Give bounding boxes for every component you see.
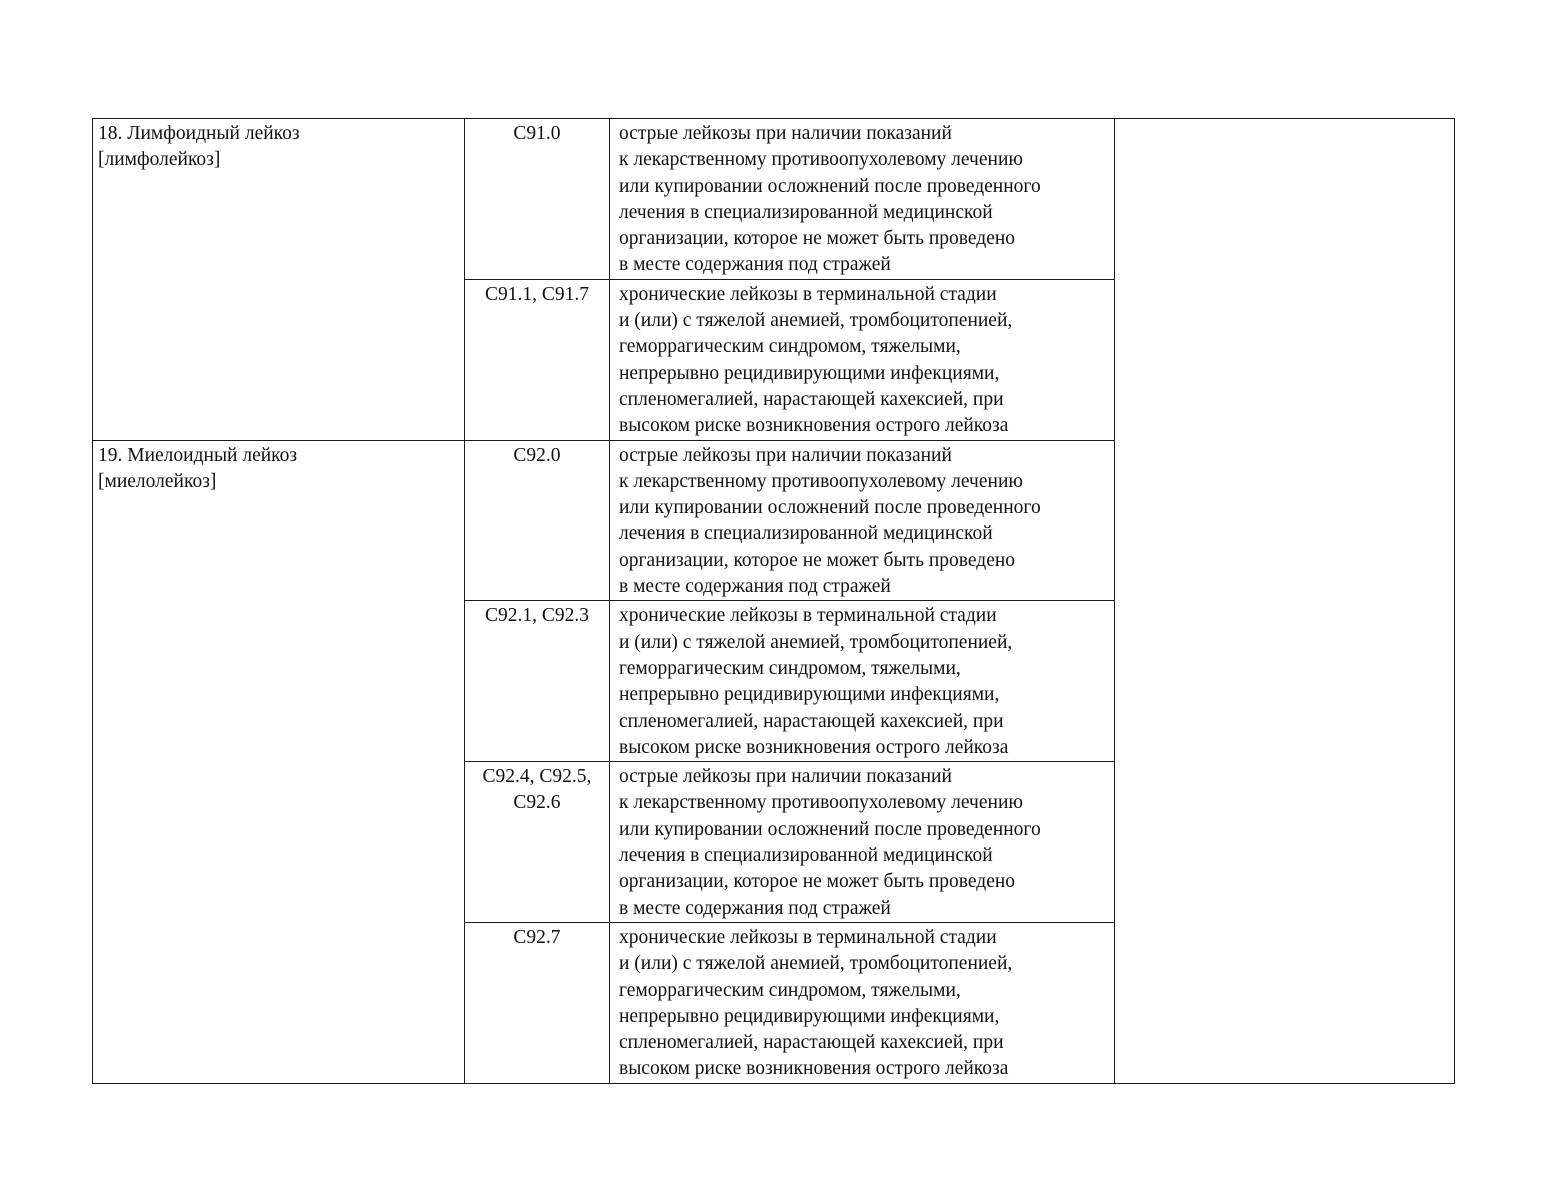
icd-code: C92.7 (513, 926, 561, 948)
disease-name-cell (93, 440, 465, 1083)
disease-name-line: [миелолейкоз] (98, 470, 217, 492)
icd-code: C91.1, C91.7 (484, 283, 589, 305)
condition-line: геморрагическим синдромом, тяжелыми, (619, 336, 961, 358)
condition-line: непрерывно рецидивирующими инфекциями, (619, 1005, 1000, 1027)
icd-code-cell (465, 119, 610, 280)
condition-line: геморрагическим синдромом, тяжелыми, (619, 657, 961, 679)
condition-line: спленомегалией, нарастающей кахексией, при (619, 388, 1004, 410)
icd-code-cell (465, 762, 610, 923)
condition-line: к лекарственному противоопухолевому лечению (619, 470, 1023, 492)
disease-name-cell (93, 119, 465, 441)
icd-code: C92.6 (513, 792, 561, 814)
condition-line: лечения в специализированной медицинской (619, 523, 993, 545)
condition-line: хронические лейкозы в терминальной стадии (619, 605, 997, 627)
condition-line: организации, которое не может быть проведено (619, 871, 1016, 893)
condition-line: острые лейкозы при наличии показаний (619, 766, 952, 788)
condition-line: непрерывно рецидивирующими инфекциями, (619, 362, 1000, 384)
condition-line: высоком риске возникновения острого лейкоза (619, 736, 1009, 758)
condition-line: лечения в специализированной медицинской (619, 845, 993, 867)
condition-line: или купировании осложнений после проведенного (619, 818, 1041, 840)
condition-line: и (или) с тяжелой анемией, тромбоцитопенией, (619, 953, 1013, 975)
condition-line: в месте содержания под стражей (619, 576, 891, 598)
condition-line: организации, которое не может быть проведено (619, 228, 1016, 250)
icd-code-cell (465, 601, 610, 762)
condition-cell (610, 119, 1115, 280)
icd-code: C91.0 (513, 123, 561, 144)
icd-code-cell (465, 440, 610, 601)
condition-cell (610, 922, 1115, 1083)
condition-line: организации, которое не может быть проведено (619, 549, 1016, 571)
condition-line: к лекарственному противоопухолевому лечению (619, 792, 1023, 814)
empty-column-cell (1115, 119, 1455, 1084)
condition-line: в месте содержания под стражей (619, 254, 891, 276)
condition-cell (610, 440, 1115, 601)
disease-name-line: 18. Лимфоидный лейкоз (98, 123, 300, 144)
condition-cell (610, 279, 1115, 440)
disease-name-line: 19. Миелоидный лейкоз (98, 444, 298, 466)
condition-line: высоком риске возникновения острого лейкоза (619, 1058, 1009, 1080)
condition-line: спленомегалией, нарастающей кахексией, при (619, 710, 1004, 732)
condition-line: высоком риске возникновения острого лейкоза (619, 415, 1009, 437)
condition-line: хронические лейкозы в терминальной стадии (619, 283, 997, 305)
condition-line: спленомегалией, нарастающей кахексией, при (619, 1032, 1004, 1054)
condition-line: хронические лейкозы в терминальной стадии (619, 926, 997, 948)
icd-code: C92.0 (513, 444, 561, 466)
condition-line: в месте содержания под стражей (619, 897, 891, 919)
condition-line: к лекарственному противоопухолевому лечению (619, 149, 1023, 171)
condition-line: и (или) с тяжелой анемией, тромбоцитопенией, (619, 631, 1013, 653)
condition-line: лечения в специализированной медицинской (619, 201, 993, 223)
condition-cell (610, 601, 1115, 762)
document-table (92, 118, 1455, 1084)
condition-cell (610, 762, 1115, 923)
condition-line: непрерывно рецидивирующими инфекциями, (619, 684, 1000, 706)
disease-name-line: [лимфолейкоз] (98, 149, 221, 171)
condition-line: и (или) с тяжелой анемией, тромбоцитопенией, (619, 310, 1013, 332)
condition-line: острые лейкозы при наличии показаний (619, 444, 952, 466)
condition-line: или купировании осложнений после проведенного (619, 175, 1041, 197)
icd-code: C92.1, C92.3 (484, 605, 589, 627)
condition-line: или купировании осложнений после проведенного (619, 497, 1041, 519)
table-row (93, 119, 1455, 280)
table-body (93, 119, 1455, 1084)
icd-code-cell (465, 922, 610, 1083)
condition-line: острые лейкозы при наличии показаний (619, 123, 952, 144)
icd-code: C92.4, C92.5, (482, 766, 592, 788)
icd-code-cell (465, 279, 610, 440)
condition-line: геморрагическим синдромом, тяжелыми, (619, 979, 961, 1001)
